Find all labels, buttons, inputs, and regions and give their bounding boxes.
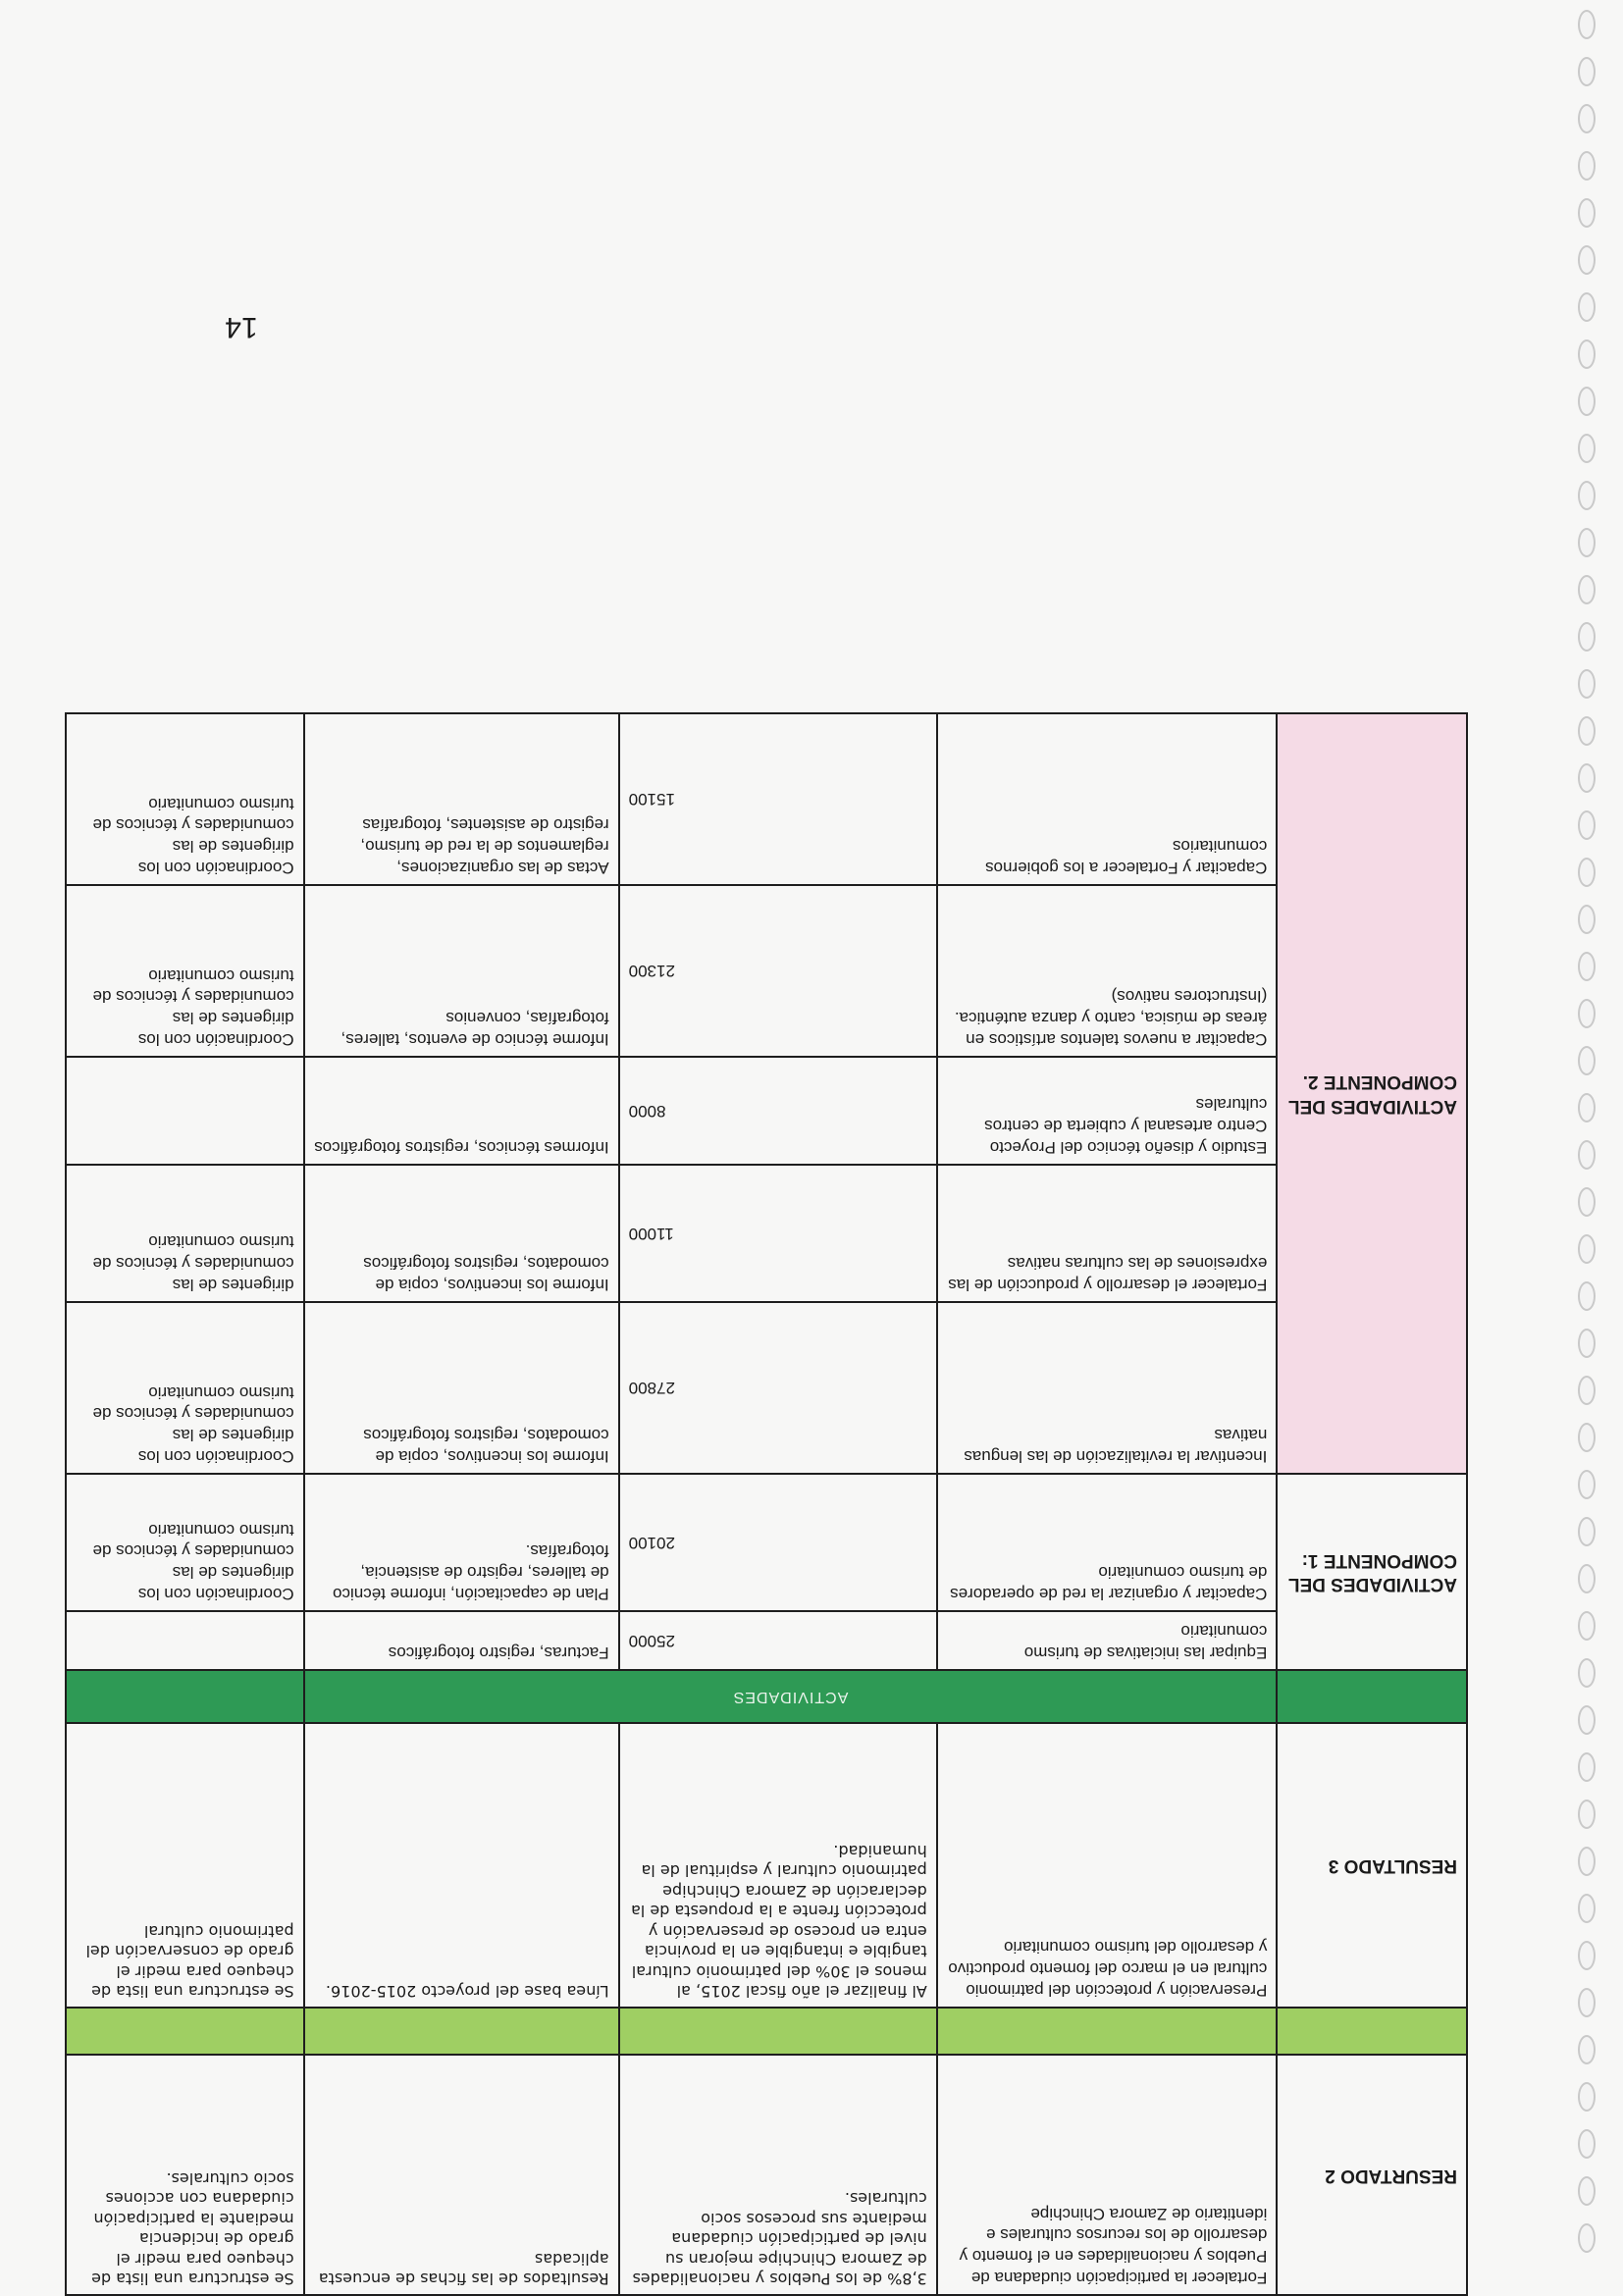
binder-hole — [1578, 1329, 1596, 1358]
binder-hole — [1578, 1517, 1596, 1546]
activity-code: 27800 — [619, 1302, 937, 1474]
binder-hole — [1578, 2129, 1596, 2159]
activity-verification: Facturas, registro fotográficos — [304, 1611, 619, 1670]
component-2-activity-5 — [66, 713, 1467, 885]
component-2-activity-3 — [66, 1057, 1467, 1165]
component-2-header: ACTIVIDADES DEL COMPONENTE 2. — [1277, 713, 1467, 1474]
binder-hole — [1578, 2035, 1596, 2064]
activity-text: Fortalecer el desarrollo y producción de las expresiones de las culturas nativas — [937, 1165, 1278, 1302]
binder-hole — [1578, 198, 1596, 228]
binder-hole — [1578, 1281, 1596, 1311]
activity-verification: Informe los incentivos, copia de comodatos, registros fotográficos — [304, 1302, 619, 1474]
binder-hole — [1578, 528, 1596, 557]
binder-hole — [1578, 481, 1596, 510]
binder-hole — [1578, 1093, 1596, 1122]
activity-text: Estudio y diseño técnico del Proyecto Centro artesanal y cubierta de centros culturales — [937, 1057, 1278, 1165]
binder-hole — [1578, 905, 1596, 934]
binder-hole — [1578, 669, 1596, 699]
activity-assumption — [66, 1611, 304, 1670]
activities-band-label: ACTIVIDADES — [304, 1670, 1278, 1723]
logical-framework-table — [65, 712, 1468, 2296]
binder-hole — [1578, 810, 1596, 840]
binder-hole — [1578, 1423, 1596, 1452]
binder-hole — [1578, 622, 1596, 652]
result-2-verification: Resultados de las fichas de encuesta aplicadas — [304, 2055, 619, 2295]
component-1-header: ACTIVIDADES DEL COMPONENTE 1: — [1277, 1474, 1467, 1670]
activity-text: Capacitar a nuevos talentos artísticos en áreas de música, canto y danza auténtica.(Instructores nativos) — [937, 885, 1278, 1057]
binder-hole — [1578, 1046, 1596, 1075]
component-2-activity-1 — [66, 1302, 1467, 1474]
binder-hole — [1578, 575, 1596, 604]
binder-hole — [1578, 2223, 1596, 2253]
binder-hole — [1578, 1564, 1596, 1593]
page-number: 14 — [225, 311, 258, 343]
activity-code: 15100 — [619, 713, 937, 885]
component-2-activity-4 — [66, 885, 1467, 1057]
binder-hole — [1578, 1376, 1596, 1405]
activity-text: Capacitar y organizar la red de operadores de turismo comunitario — [937, 1474, 1278, 1611]
result-2-objective: Fortalecer la participación ciudadana de Pueblos y nacionalidades en el fomento y desarrollo de los recursos culturales e identitario de Zamora Chinchipe — [937, 2055, 1278, 2295]
binder-hole — [1578, 1941, 1596, 1970]
binder-hole — [1578, 1187, 1596, 1217]
activity-assumption: dirigentes de las comunidades y técnicos de turismo comunitario — [66, 1165, 304, 1302]
result-3-assumption: Se estructura una lista de chequeo para medir el grado de conservación del patrimonio cultural — [66, 1723, 304, 2008]
activity-assumption: Coordinación con los dirigentes de las comunidades y técnicos de turismo comunitario — [66, 1302, 304, 1474]
binder-holes — [1574, 10, 1603, 2286]
binder-hole — [1578, 1140, 1596, 1170]
result-2-header: RESURTADO 2 — [1277, 2055, 1467, 2295]
binder-hole — [1578, 952, 1596, 981]
binder-hole — [1578, 1800, 1596, 1829]
binder-hole — [1578, 2176, 1596, 2206]
binder-hole — [1578, 999, 1596, 1028]
activity-text: Equipar las iniciativas de turismo comunitario — [937, 1611, 1278, 1670]
activity-assumption: Coordinación con los dirigentes de las comunidades y técnicos de turismo comunitario — [66, 885, 304, 1057]
activity-assumption: Coordinación con los dirigentes de las comunidades y técnicos de turismo comunitario — [66, 1474, 304, 1611]
result-3-row — [66, 1723, 1467, 2008]
component-1-activity-1 — [66, 1611, 1467, 1670]
binder-hole — [1578, 151, 1596, 181]
binder-hole — [1578, 339, 1596, 369]
binder-hole — [1578, 716, 1596, 746]
binder-hole — [1578, 1894, 1596, 1923]
activity-verification: Informe técnico de eventos, talleres, fotografías, convenios — [304, 885, 619, 1057]
binder-hole — [1578, 104, 1596, 133]
result-2-indicator: 3,8% de los Pueblos y nacionalidades de Zamora Chinchipe mejoran su nivel de participación ciudadana mediante sus procesos socio culturales. — [619, 2055, 937, 2295]
binder-hole — [1578, 1988, 1596, 2017]
binder-hole — [1578, 57, 1596, 86]
activity-text: Capacitar y Fortalecer a los gobiernos comunitarios — [937, 713, 1278, 885]
binder-hole — [1578, 387, 1596, 416]
binder-hole — [1578, 1234, 1596, 1264]
binder-hole — [1578, 1611, 1596, 1641]
binder-hole — [1578, 1705, 1596, 1735]
activity-assumption — [66, 1057, 304, 1165]
activity-code: 8000 — [619, 1057, 937, 1165]
result-3-verification: Línea base del proyecto 2015-2016. — [304, 1723, 619, 2008]
binder-hole — [1578, 1847, 1596, 1876]
component-2-activity-2 — [66, 1165, 1467, 1302]
binder-hole — [1578, 763, 1596, 793]
binder-hole — [1578, 1658, 1596, 1688]
activity-verification: Plan de capacitación, informe técnico de talleres, registro de asistencia, fotografías. — [304, 1474, 619, 1611]
activities-band — [66, 1670, 1467, 1723]
result-3-header: RESULTADO 3 — [1277, 1723, 1467, 2008]
binder-hole — [1578, 1752, 1596, 1782]
binder-hole — [1578, 1470, 1596, 1499]
activity-verification: Informe los incentivos, copia de comodatos, registros fotográficos — [304, 1165, 619, 1302]
result-3-objective: Preservación y protección del patrimonio cultural en el marco del fomento productivo y desarrollo del turismo comunitario — [937, 1723, 1278, 2008]
rotated-page — [65, 304, 1468, 2296]
component-1-activity-2 — [66, 1474, 1467, 1611]
binder-hole — [1578, 2082, 1596, 2112]
activity-verification: Informes técnicos, registros fotográficos — [304, 1057, 619, 1165]
result-2-assumption: Se estructura una lista de chequeo para medir el grado de incidencia mediante la participación ciudadana con acciones socio culturales. — [66, 2055, 304, 2295]
result-2-row — [66, 2055, 1467, 2295]
binder-hole — [1578, 292, 1596, 322]
binder-hole — [1578, 434, 1596, 463]
binder-hole — [1578, 245, 1596, 275]
activity-code: 20100 — [619, 1474, 937, 1611]
activity-code: 11000 — [619, 1165, 937, 1302]
activity-code: 25000 — [619, 1611, 937, 1670]
activity-code: 21300 — [619, 885, 937, 1057]
activity-verification: Actas de las organizaciones, reglamentos de la red de turismo, registro de asistentes, fotografías — [304, 713, 619, 885]
binder-hole — [1578, 858, 1596, 887]
activity-assumption: Coordinación con los dirigentes de las comunidades y técnicos de turismo comunitario — [66, 713, 304, 885]
result-3-indicator: Al finalizar el año fiscal 2015, al menos el 30% del patrimonio cultural tangible e intangible en la provincia entra en proceso de preservación y protección frente a la propuesta de la declaración de Zamora Chinchipe patrimonio cultural y espiritual de la humanidad. — [619, 1723, 937, 2008]
separator-band-light — [66, 2008, 1467, 2055]
binder-hole — [1578, 10, 1596, 39]
activity-text: Incentivar la revitalización de las lenguas nativas — [937, 1302, 1278, 1474]
